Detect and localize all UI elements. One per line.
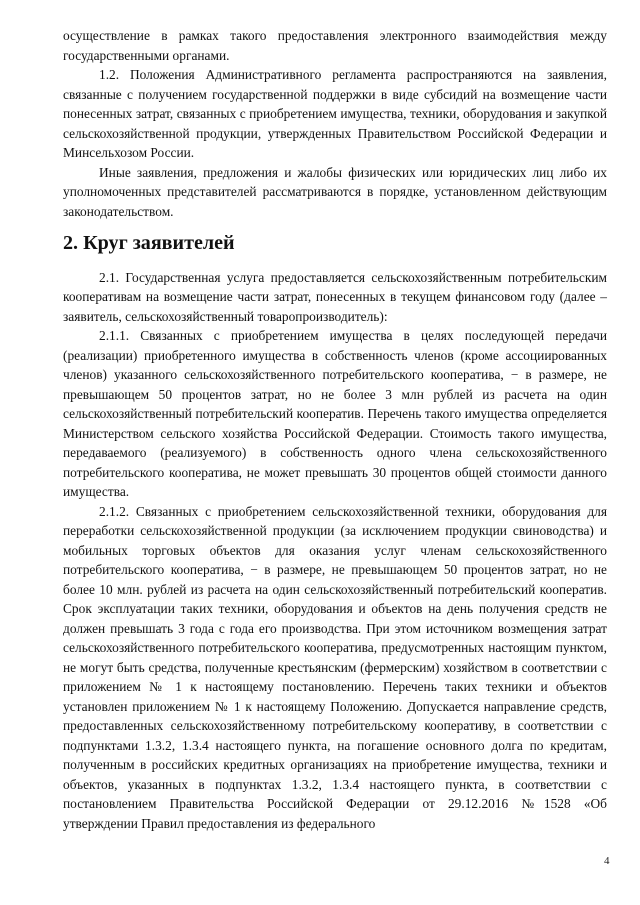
paragraph-continuation: осуществление в рамках такого предоставления электронного взаимодействия между государственными органами. xyxy=(63,28,607,63)
paragraph-2-1-2: 2.1.2. Связанных с приобретением сельскохозяйственной техники, оборудования для переработки сельскохозяйственной продукции (за исключением продукции свиноводства) и мобильных торговых объектов для оказания услуг членам сельскохозяйственного потребительского кооператива, − в размере, не превышающем 50 процентов затрат, но не более 10 млн. рублей из расчета на один сельскохозяйственный потребительский кооператив. Срок эксплуатации таких техники, оборудования и объектов на день получения средств не должен превышать 3 года с года его производства. При этом источником возмещения затрат сельскохозяйственного потребительского кооператива, предусмотренных настоящим пунктом, не могут быть средства, полученные крестьянским (фермерским) хозяйством в соответствии с приложением № 1 к настоящему постановлению. Перечень таких техники и объектов установлен приложением № 1 к настоящему Положению. Допускается направление средств, предоставленных сельскохозяйственному потребительскому кооперативу, в соответствии с подпунктами 1.3.2, 1.3.4 настоящего пункта, на погашение основного долга по кредитам, полученным в российских кредитных организациях на приобретение имущества, техники и объектов, указанных в подпунктах 1.3.2, 1.3.4 настоящего пункта, в соответствии с постановлением Правительства Российской Федерации от 29.12.2016 №1528 «Об утверждении Правил предоставления из федерального xyxy=(63,503,607,831)
paragraph-other-applications: Иные заявления, предложения и жалобы физических или юридических лиц либо их уполномоченных представителей рассматриваются в порядке, установленном действующим законодательством. xyxy=(63,164,607,219)
paragraph-1-2: 1.2. Положения Административного регламента распространяются на заявления, связанные с получением государственной поддержки в виде субсидий на возмещение части понесенных затрат, связанных с приобретением имущества, техники, оборудования и закупкой сельскохозяйственной продукции, утвержденных Правительством Российской Федерации и Минсельхозом России. xyxy=(63,67,607,160)
paragraph-2-1: 2.1. Государственная услуга предоставляется сельскохозяйственным потребительским кооперативам на возмещение части затрат, понесенных в текущем финансовом году (далее – заявитель, сельскохозяйственный товаропроизводитель): xyxy=(63,269,607,324)
section-heading: 2. Круг заявителей xyxy=(63,232,235,254)
paragraph-2-1-1: 2.1.1. Связанных с приобретением имущества в целях последующей передачи (реализации) приобретенного имущества в собственность членов (кроме ассоциированных членов) указанного сельскохозяйственного потребительского кооператива, − в размере, не превышающем 50 процентов затрат, но не более 3 млн рублей из расчета на один сельскохозяйственный потребительский кооператив. Перечень такого имущества определяется Министерством сельского хозяйства Российской Федерации. Стоимость такого имущества, передаваемого (реализуемого) в собственность одного члена сельскохозяйственного потребительского кооператива, не может превышать 30 процентов общей стоимости данного имущества. xyxy=(63,328,607,499)
page-number: 4 xyxy=(604,855,610,867)
document-body xyxy=(63,26,607,833)
